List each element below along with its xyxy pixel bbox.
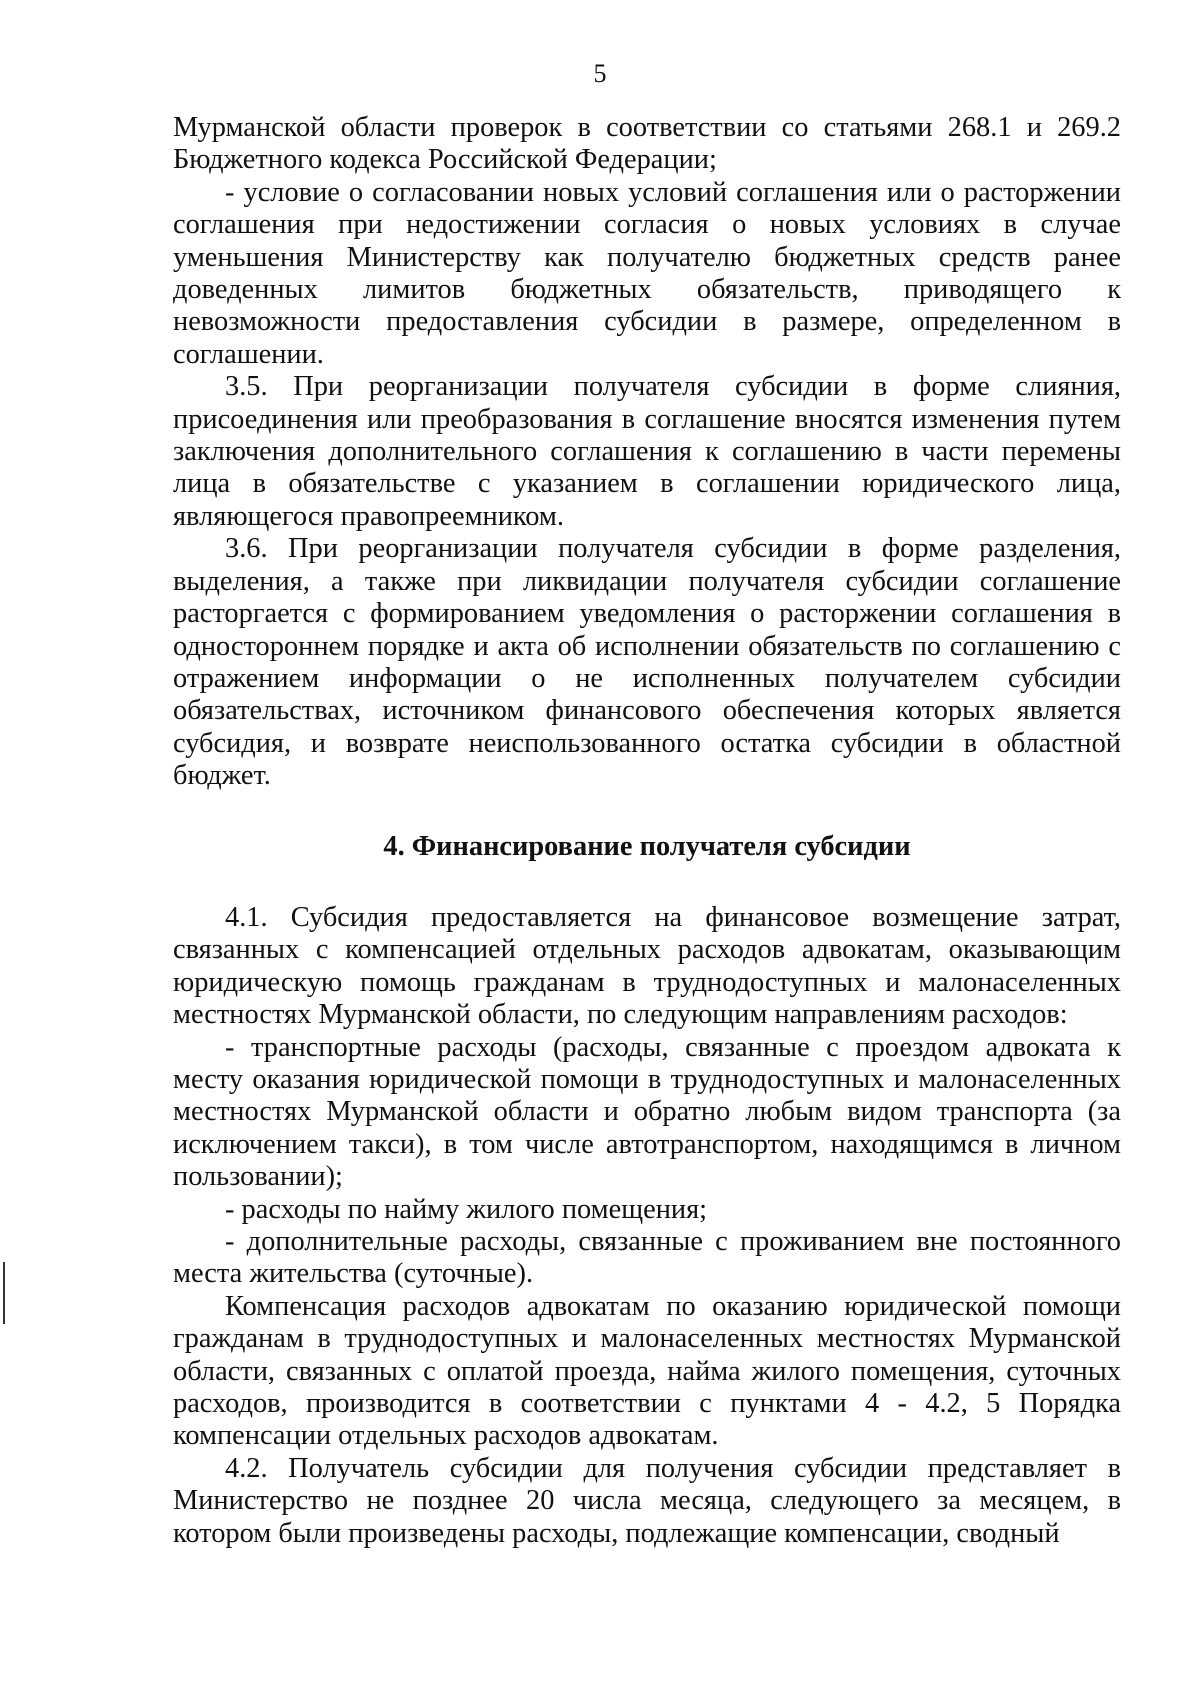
page-number: 5 [593,59,607,88]
paragraph-continuation: Мурманской области проверок в соответствии со статьями 268.1 и 269.2 Бюджетного кодекса Российской Федерации; [173,112,1121,176]
paragraph-3-6: 3.6. При реорганизации получателя субсидии в форме разделения, выделения, а также при ликвидации получателя субсидии соглашение расторгается с формированием уведомления о расторжении соглашения в одностороннем порядке и акта об исполнении обязательств по соглашению с отражением информации о не исполненных получателем субсидии обязательствах, источником финансового обеспечения которых является субсидия, и возврате неиспользованного остатка субсидии в областной бюджет. [173,533,1121,792]
paragraph-housing-expenses: - расходы по найму жилого помещения; [225,1193,708,1225]
paragraph-agreement-condition: - условие о согласовании новых условий соглашения или о расторжении соглашения при недостижении согласия о новых условиях в случае уменьшения Министерству как получателю бюджетных средств ранее доведенных лимитов бюджетных обязательств, приводящего к невозможности предоставления субсидии в размере, определенном в соглашении. [173,176,1121,370]
paragraph-daily-expenses: - дополнительные расходы, связанные с проживанием вне постоянного места жительства (суточные). [173,1226,1121,1290]
paragraph-transport-expenses: - транспортные расходы (расходы, связанные с проездом адвоката к месту оказания юридической помощи в труднодоступных и малонаселенных местностях Мурманской области и обратно любым видом транспорта (за исключением такси), в том числе автотранспортом, находящимся в личном пользовании); [173,1031,1121,1193]
paragraph-4-1: 4.1. Субсидия предоставляется на финансовое возмещение затрат, связанных с компенсацией отдельных расходов адвокатам, оказывающим юридическую помощь гражданам в труднодоступных и малонаселенных местностях Мурманской области, по следующим направлениям расходов: [173,901,1121,1031]
paragraph-4-2: 4.2. Получатель субсидии для получения субсидии представляет в Министерство не позднее 20 числа месяца, следующего за месяцем, в котором были произведены расходы, подлежащие компенсации, сводный [173,1452,1121,1549]
section-4-heading: 4. Финансирование получателя субсидии [383,830,911,862]
scan-margin-mark [3,1262,5,1324]
paragraph-3-5: 3.5. При реорганизации получателя субсидии в форме слияния, присоединения или преобразования в соглашение вносятся изменения путем заключения дополнительного соглашения к соглашению в части перемены лица в обязательстве с указанием в соглашении юридического лица, являющегося правопреемником. [173,371,1121,532]
document-body [173,112,1121,1550]
paragraph-compensation: Компенсация расходов адвокатам по оказанию юридической помощи гражданам в труднодоступных и малонаселенных местностях Мурманской области, связанных с оплатой проезда, найма жилого помещения, суточных расходов, производится в соответствии с пунктами 4 - 4.2, 5 Порядка компенсации отдельных расходов адвокатам. [173,1290,1121,1452]
